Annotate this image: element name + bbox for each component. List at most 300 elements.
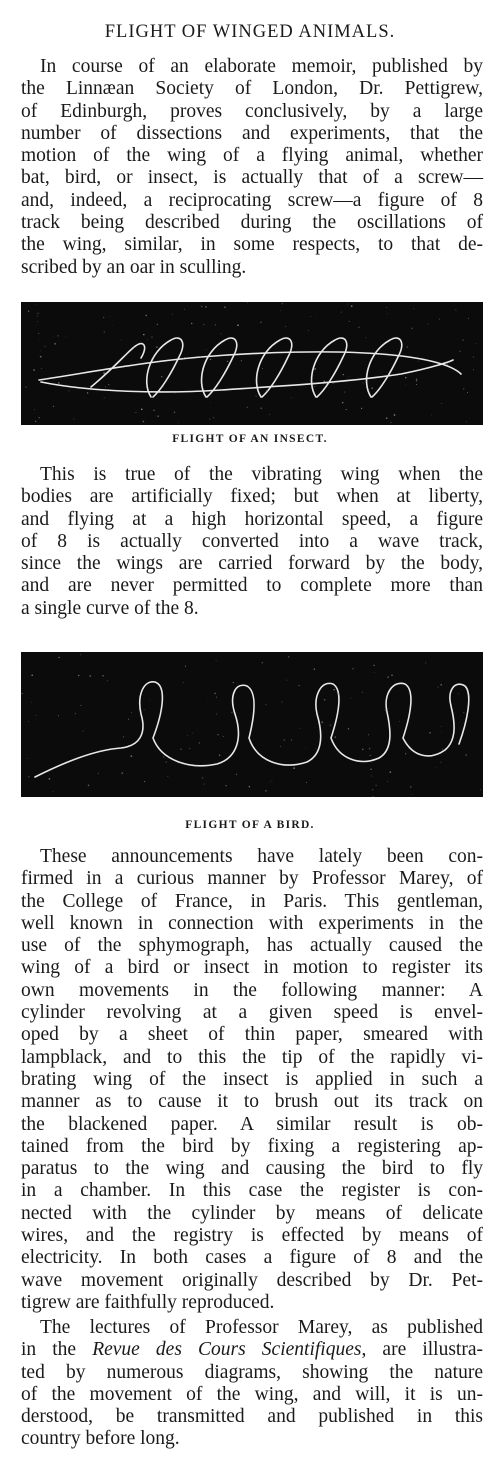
- plate-speckle: [441, 403, 442, 404]
- plate-speckle: [80, 654, 81, 655]
- paragraph-line: electricity. In both cases a figure of 8 and the: [21, 1247, 483, 1269]
- plate-speckle: [68, 390, 69, 391]
- plate-speckle: [38, 313, 39, 314]
- paragraph-4-line: of the movement of the wing, and will, it is un-: [21, 1383, 483, 1405]
- plate-speckle: [54, 343, 56, 345]
- plate-speckle: [189, 748, 190, 749]
- plate-speckle: [36, 304, 37, 305]
- plate-speckle: [121, 340, 122, 341]
- plate-speckle: [480, 790, 481, 791]
- plate-speckle: [386, 417, 388, 419]
- plate-speckle: [167, 776, 168, 777]
- plate-speckle: [128, 719, 129, 720]
- plate-speckle: [45, 346, 46, 347]
- paragraph-line: In course of an elaborate memoir, published by: [40, 56, 483, 77]
- plate-speckle: [22, 693, 23, 694]
- plate-speckle: [425, 662, 426, 663]
- plate-speckle: [172, 314, 173, 315]
- plate-speckle: [387, 313, 388, 314]
- plate-speckle: [183, 358, 184, 359]
- plate-speckle: [125, 355, 126, 356]
- plate-speckle: [348, 376, 349, 377]
- paragraph-line: own movements in the following manner: A: [21, 979, 483, 1001]
- plate-speckle: [236, 774, 237, 775]
- plate-speckle: [249, 786, 250, 787]
- paragraph-line: use of the sphymograph, has actually caused the: [21, 935, 483, 957]
- paragraph-line: lampblack, and to this the tip of the rapidly vi-: [21, 1046, 483, 1068]
- paragraph-4-line-with-journal: [21, 1339, 483, 1361]
- plate-speckle: [387, 676, 388, 677]
- paragraph-line: wires, and the registry is effected by means of: [21, 1225, 483, 1247]
- figure-caption-insect: FLIGHT OF AN INSECT.: [172, 433, 328, 445]
- plate-speckle: [407, 346, 408, 347]
- plate-speckle: [439, 319, 440, 320]
- journal-title: Revue des Cours Scientifiques: [92, 1339, 362, 1361]
- paragraph-line: well known in connection with experiments in the: [21, 912, 483, 934]
- plate-speckle: [241, 360, 242, 361]
- plate-speckle: [299, 685, 300, 686]
- plate-speckle: [237, 744, 238, 745]
- plate-speckle: [104, 332, 105, 333]
- plate-speckle: [107, 680, 108, 681]
- plate-speckle: [112, 326, 113, 327]
- paragraph-line: oped by a sheet of thin paper, smeared with: [21, 1024, 483, 1046]
- plate-speckle: [103, 372, 105, 374]
- plate-speckle: [205, 306, 207, 308]
- plate-speckle: [35, 421, 36, 422]
- paragraph-line: in a chamber. In this case the register is con-: [21, 1180, 483, 1202]
- plate-speckle: [310, 316, 311, 317]
- plate-speckle: [272, 781, 273, 782]
- plate-speckle: [260, 322, 261, 323]
- paragraph-line: the blackened paper. A similar result is ob-: [21, 1113, 483, 1135]
- plate-speckle: [206, 349, 207, 350]
- plate-speckle: [390, 771, 392, 773]
- plate-speckle: [80, 705, 81, 706]
- plate-speckle: [73, 418, 74, 419]
- plate-speckle: [184, 357, 185, 358]
- plate-speckle: [202, 777, 204, 779]
- plate-speckle: [312, 382, 314, 384]
- paragraph-line: and, indeed, a reciprocating screw—a figure of 8: [21, 189, 483, 211]
- plate-speckle: [338, 751, 339, 752]
- paragraph-line: bodies are artificially fixed; but when at liberty,: [21, 486, 483, 508]
- plate-speckle: [366, 337, 367, 338]
- plate-speckle: [149, 699, 150, 700]
- plate-speckle: [300, 728, 301, 729]
- plate-speckle: [216, 697, 217, 698]
- plate-speckle: [104, 398, 105, 399]
- figure-caption-bird: FLIGHT OF A BIRD.: [185, 819, 315, 831]
- plate-speckle: [315, 317, 316, 318]
- plate-speckle: [391, 422, 392, 423]
- plate-speckle: [223, 736, 224, 737]
- plate-speckle: [255, 395, 256, 396]
- plate-speckle: [405, 753, 406, 754]
- plate-speckle: [293, 767, 295, 769]
- plate-speckle: [83, 730, 84, 731]
- plate-speckle: [312, 375, 314, 377]
- plate-speckle: [391, 675, 392, 676]
- plate-speckle: [324, 699, 326, 701]
- plate-speckle: [108, 384, 109, 385]
- plate-speckle: [161, 376, 162, 377]
- plate-speckle: [184, 309, 185, 310]
- plate-speckle: [416, 379, 417, 380]
- plate-speckle: [75, 713, 76, 714]
- plate-speckle: [178, 763, 179, 764]
- plate-speckle: [247, 407, 248, 408]
- plate-speckle: [334, 736, 336, 738]
- plate-speckle: [368, 734, 369, 735]
- paragraph-line: number of dissections and experiments, that the: [21, 122, 483, 144]
- plate-speckle: [144, 709, 145, 710]
- plate-speckle: [373, 665, 374, 666]
- paragraph-line: firmed in a curious manner by Professor Marey, of: [21, 868, 483, 890]
- plate-speckle: [361, 408, 362, 409]
- plate-speckle: [418, 361, 419, 362]
- plate-speckle: [213, 417, 214, 418]
- plate-speckle: [153, 410, 154, 411]
- plate-speckle: [66, 336, 67, 337]
- plate-speckle: [214, 693, 216, 695]
- plate-speckle: [266, 390, 268, 392]
- plate-speckle: [27, 758, 28, 759]
- plate-speckle: [465, 754, 467, 756]
- plate-speckle: [162, 386, 163, 387]
- plate-speckle: [288, 656, 289, 657]
- plate-speckle: [476, 343, 477, 344]
- paragraph-4-after-journal: , are illustra-: [361, 1339, 483, 1361]
- plate-speckle: [269, 353, 270, 354]
- paragraph-4-line: ted by numerous diagrams, showing the nature: [21, 1361, 483, 1383]
- plate-speckle: [323, 380, 325, 382]
- plate-speckle: [145, 315, 147, 317]
- plate-speckle: [58, 715, 59, 716]
- plate-speckle: [233, 682, 234, 683]
- plate-speckle: [191, 323, 192, 324]
- plate-speckle: [315, 748, 316, 749]
- plate-speckle: [431, 415, 432, 416]
- paragraph-line: since the wings are carried forward by the body,: [21, 553, 483, 575]
- plate-speckle: [412, 794, 413, 795]
- paragraph-1: [21, 56, 483, 279]
- plate-speckle: [332, 382, 334, 384]
- plate-speckle: [151, 337, 152, 338]
- plate-speckle: [105, 386, 106, 387]
- plate-speckle: [466, 421, 467, 422]
- insect-flight-plate: [21, 302, 483, 425]
- paragraph-line: of Edinburgh, proves conclusively, by a large: [21, 100, 483, 122]
- plate-speckle: [455, 309, 456, 310]
- plate-speckle: [204, 784, 205, 785]
- plate-speckle: [192, 733, 193, 734]
- paragraph-3: [21, 846, 483, 1314]
- plate-speckle: [308, 330, 309, 331]
- plate-speckle: [221, 333, 222, 334]
- plate-speckle: [178, 422, 179, 423]
- plate-speckle: [282, 303, 283, 304]
- plate-speckle: [31, 702, 32, 703]
- plate-speckle: [225, 785, 226, 786]
- plate-speckle: [28, 311, 29, 312]
- plate-speckle: [141, 408, 143, 410]
- paragraph-line: nected with the cylinder by means of delicate: [21, 1202, 483, 1224]
- plate-speckle: [385, 709, 387, 711]
- plate-speckle: [441, 732, 442, 733]
- plate-speckle: [175, 393, 176, 394]
- paragraph-line: and are never permitted to complete more than: [21, 575, 483, 597]
- paragraph-4-line: derstood, be transmitted and published in this: [21, 1406, 483, 1428]
- plate-speckle: [210, 359, 212, 361]
- paragraph-line: cylinder revolving at a given speed is envel-: [21, 1002, 483, 1024]
- plate-speckle: [459, 351, 460, 352]
- plate-speckle: [350, 698, 351, 699]
- plate-speckle: [371, 775, 372, 776]
- plate-speckle: [58, 657, 59, 658]
- plate-speckle: [343, 374, 344, 375]
- plate-speckle: [110, 316, 111, 317]
- plate-speckle: [224, 306, 226, 308]
- plate-speckle: [462, 339, 463, 340]
- plate-speckle: [375, 785, 376, 786]
- plate-speckle: [219, 754, 220, 755]
- paragraph-4-line: The lectures of Professor Marey, as published: [40, 1317, 483, 1338]
- plate-speckle: [163, 756, 164, 757]
- plate-speckle: [260, 407, 262, 409]
- plate-speckle: [370, 755, 371, 756]
- plate-speckle: [135, 412, 136, 413]
- plate-speckle: [352, 668, 354, 670]
- plate-speckle: [429, 732, 430, 733]
- paragraph-4-line: country before long.: [21, 1428, 180, 1450]
- paragraph-line: scribed by an oar in sculling.: [21, 256, 247, 278]
- plate-speckle: [201, 306, 203, 308]
- plate-speckle: [78, 675, 79, 676]
- plate-speckle: [347, 304, 348, 305]
- plate-speckle: [57, 335, 58, 336]
- plate-speckle: [40, 356, 42, 358]
- plate-speckle: [210, 402, 211, 403]
- plate-speckle: [321, 721, 323, 723]
- plate-speckle: [442, 748, 443, 749]
- plate-speckle: [185, 666, 186, 667]
- plate-speckle: [386, 307, 387, 308]
- plate-speckle: [342, 402, 343, 403]
- plate-speckle: [39, 339, 40, 340]
- plate-speckle: [363, 382, 364, 383]
- plate-speckle: [436, 767, 437, 768]
- plate-speckle: [40, 350, 41, 351]
- plate-speckle: [358, 327, 359, 328]
- plate-speckle: [89, 675, 91, 677]
- plate-speckle: [348, 728, 349, 729]
- plate-speckle: [87, 392, 88, 393]
- plate-speckle: [237, 324, 239, 326]
- plate-speckle: [54, 336, 55, 337]
- plate-speckle: [374, 672, 375, 673]
- plate-speckle: [36, 715, 37, 716]
- plate-speckle: [373, 796, 374, 797]
- plate-speckle: [416, 384, 417, 385]
- plate-speckle: [91, 385, 92, 386]
- plate-speckle: [427, 324, 428, 325]
- paragraph-line: manner as to cause it to brush out its track on: [21, 1091, 483, 1113]
- plate-speckle: [405, 377, 406, 378]
- insect-wing-trace: [21, 302, 483, 425]
- article-title: FLIGHT OF WINGED ANIMALS.: [104, 22, 396, 42]
- plate-speckle: [416, 380, 418, 382]
- plate-speckle: [265, 790, 266, 791]
- plate-speckle: [283, 739, 284, 740]
- bird-wing-trace: [21, 652, 483, 797]
- plate-speckle: [463, 712, 464, 713]
- plate-speckle: [28, 721, 29, 722]
- plate-speckle: [372, 789, 373, 790]
- paragraph-line: the Linnæan Society of London, Dr. Pettigrew,: [21, 78, 483, 100]
- paragraph-line: track being described during the oscillations of: [21, 212, 483, 234]
- plate-speckle: [53, 791, 54, 792]
- plate-speckle: [174, 411, 176, 413]
- paragraph-2: [21, 464, 483, 620]
- plate-speckle: [231, 712, 233, 714]
- plate-speckle: [280, 746, 281, 747]
- plate-speckle: [333, 689, 335, 691]
- paragraph-line: the College of France, in Paris. This gentleman,: [21, 890, 483, 912]
- plate-speckle: [156, 346, 158, 348]
- plate-speckle: [147, 339, 148, 340]
- plate-speckle: [394, 414, 396, 416]
- plate-speckle: [203, 324, 204, 325]
- plate-speckle: [262, 368, 263, 369]
- plate-speckle: [88, 785, 90, 787]
- plate-speckle: [33, 369, 35, 371]
- plate-speckle: [262, 662, 263, 663]
- plate-speckle: [341, 312, 342, 313]
- paragraph-line: and flying at a high horizontal speed, a figure: [21, 508, 483, 530]
- plate-speckle: [351, 305, 353, 307]
- plate-speckle: [25, 387, 26, 388]
- plate-speckle: [274, 344, 276, 346]
- plate-speckle: [269, 414, 270, 415]
- plate-speckle: [281, 701, 282, 702]
- plate-speckle: [121, 772, 122, 773]
- paragraph-line: motion of the wing of a flying animal, whether: [21, 145, 483, 167]
- paragraph-line: wing of a bird or insect in motion to register its: [21, 957, 483, 979]
- plate-speckle: [291, 397, 292, 398]
- plate-speckle: [39, 417, 40, 418]
- paragraph-line: wave movement originally described by Dr. Pet-: [21, 1269, 483, 1291]
- plate-speckle: [102, 675, 104, 677]
- plate-speckle: [265, 704, 266, 705]
- paragraph-line: paratus to the wing and causing the bird to fly: [21, 1158, 483, 1180]
- paragraph-line: tigrew are faithfully reproduced.: [21, 1291, 275, 1313]
- plate-speckle: [58, 382, 60, 384]
- plate-speckle: [143, 421, 145, 423]
- plate-speckle: [330, 725, 331, 726]
- plate-speckle: [143, 334, 145, 336]
- plate-speckle: [314, 669, 315, 670]
- plate-speckle: [362, 692, 363, 693]
- plate-speckle: [467, 392, 468, 393]
- plate-speckle: [227, 361, 228, 362]
- plate-speckle: [216, 660, 217, 661]
- plate-speckle: [180, 749, 181, 750]
- plate-speckle: [473, 369, 474, 370]
- plate-speckle: [458, 693, 459, 694]
- plate-speckle: [410, 786, 412, 788]
- plate-speckle: [344, 392, 345, 393]
- plate-speckle: [53, 406, 54, 407]
- plate-speckle: [286, 680, 287, 681]
- plate-speckle: [103, 317, 104, 318]
- plate-speckle: [290, 712, 291, 713]
- plate-speckle: [473, 356, 474, 357]
- paragraph-4-in: in the: [21, 1339, 93, 1361]
- plate-speckle: [98, 773, 99, 774]
- paragraph-line: the wing, similar, in some respects, to that de-: [21, 234, 483, 256]
- plate-speckle: [285, 326, 286, 327]
- plate-speckle: [123, 736, 124, 737]
- plate-speckle: [130, 755, 132, 757]
- plate-speckle: [399, 721, 400, 722]
- plate-speckle: [183, 682, 184, 683]
- plate-speckle: [405, 384, 406, 385]
- plate-speckle: [441, 726, 442, 727]
- plate-speckle: [346, 409, 347, 410]
- plate-speckle: [166, 761, 167, 762]
- plate-speckle: [371, 387, 373, 389]
- plate-speckle: [247, 302, 248, 303]
- plate-speckle: [28, 776, 30, 778]
- paragraph-line: This is true of the vibrating wing when the: [40, 464, 483, 485]
- plate-speckle: [447, 363, 448, 364]
- plate-speckle: [369, 748, 371, 750]
- plate-speckle: [31, 674, 33, 676]
- paragraph-line: tained from the bird by fixing a registering ap-: [21, 1135, 483, 1157]
- plate-speckle: [337, 693, 339, 695]
- plate-speckle: [41, 368, 42, 369]
- plate-speckle: [37, 315, 38, 316]
- plate-speckle: [413, 308, 414, 309]
- plate-speckle: [209, 419, 210, 420]
- plate-speckle: [314, 386, 315, 387]
- paragraph-line: brating wing of the insect is applied in such a: [21, 1068, 483, 1090]
- plate-speckle: [306, 782, 307, 783]
- plate-speckle: [387, 781, 388, 782]
- paragraph-4: [21, 1317, 483, 1451]
- plate-speckle: [362, 749, 363, 750]
- paragraph-line: of 8 is actually converted into a wave track,: [21, 530, 483, 552]
- paragraph-line: a single curve of the 8.: [21, 597, 199, 619]
- plate-speckle: [208, 702, 209, 703]
- plate-speckle: [34, 409, 35, 410]
- plate-speckle: [131, 712, 132, 713]
- plate-speckle: [157, 324, 158, 325]
- plate-speckle: [314, 368, 316, 370]
- plate-speckle: [440, 684, 442, 686]
- plate-speckle: [216, 713, 218, 715]
- plate-speckle: [157, 415, 159, 417]
- plate-speckle: [370, 768, 372, 770]
- plate-speckle: [291, 739, 292, 740]
- plate-speckle: [215, 324, 216, 325]
- paragraph-line: bat, bird, or insect, is actually that of a screw—: [21, 167, 483, 189]
- plate-speckle: [49, 778, 51, 780]
- plate-speckle: [199, 742, 201, 744]
- plate-speckle: [280, 310, 281, 311]
- plate-speckle: [38, 333, 39, 334]
